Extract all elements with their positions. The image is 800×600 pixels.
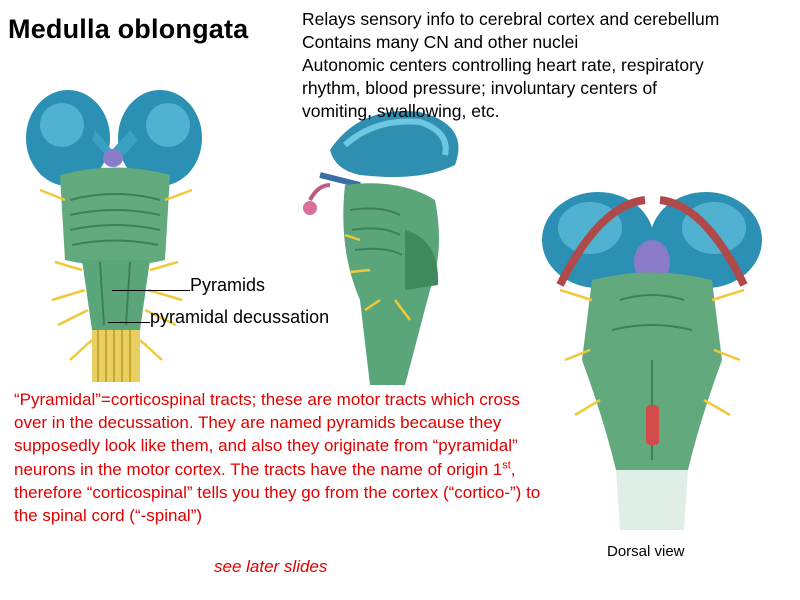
note-text-part1: “Pyramidal”=corticospinal tracts; these are motor tracts which cross over in the decussation. They are named pyramids because they supposedly look like them, and also they originate from “pyramidal” neurons in the motor cortex. The tracts have the name of origin 1 — [14, 390, 520, 479]
note-superscript: st — [502, 458, 511, 471]
blank-line — [112, 275, 190, 291]
decussation-label: pyramidal decussation — [150, 307, 330, 327]
note-text-part2: , therefore “corticospinal” tells you they go from the cortex (“cortico-”) to the spinal cord (“-spinal”) — [14, 459, 541, 526]
info-line: vomiting, swallowing, etc. — [302, 101, 500, 121]
info-line: Autonomic centers controlling heart rate, respiratory — [302, 55, 704, 75]
info-line: Contains many CN and other nuclei — [302, 32, 579, 52]
info-line: rhythm, blood pressure; involuntary centers of — [302, 78, 658, 98]
ventral-view-illustration — [26, 90, 202, 382]
slide-title: Medulla oblongata — [8, 14, 249, 44]
pyramids-label-group — [112, 275, 265, 296]
info-text-block — [302, 8, 797, 123]
pyramids-label: Pyramids — [190, 275, 266, 295]
info-line: Relays sensory info to cerebral cortex and cerebellum — [302, 9, 720, 29]
pyramidal-note — [14, 388, 554, 527]
dorsal-view-illustration — [542, 192, 762, 530]
lateral-view-illustration — [303, 111, 458, 385]
dorsal-view-label: Dorsal view — [607, 543, 685, 560]
blank-line — [108, 307, 150, 323]
decussation-label-group — [108, 307, 329, 328]
see-later-slides: see later slides — [214, 557, 328, 576]
